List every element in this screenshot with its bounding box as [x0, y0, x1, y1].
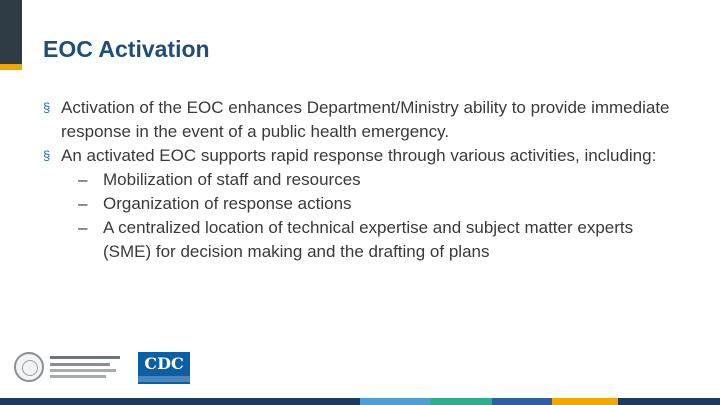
- sub-bullet-item: [43, 168, 683, 192]
- cdc-logo-text: CDC: [144, 354, 184, 373]
- dash-marker-icon: –: [78, 218, 88, 237]
- corner-accent-gold: [0, 64, 22, 70]
- university-seal-icon: [14, 352, 44, 382]
- bullet-item: [43, 96, 683, 144]
- corner-accent-dark: [0, 0, 22, 64]
- sub-bullet-text: Organization of response actions: [103, 194, 352, 213]
- dash-marker-icon: –: [78, 194, 88, 213]
- slide-content: [43, 96, 683, 264]
- sub-bullet-item: [43, 192, 683, 216]
- dash-marker-icon: –: [78, 170, 88, 189]
- sub-bullet-item: [43, 216, 683, 264]
- bullet-marker-icon: §: [43, 100, 51, 115]
- sub-bullet-text: A centralized location of technical expertise and subject matter experts (SME) for decision making and the drafting of plans: [103, 218, 634, 261]
- bullet-item: [43, 144, 683, 168]
- bullet-marker-icon: §: [43, 148, 51, 163]
- bullet-text: Activation of the EOC enhances Department/Ministry ability to provide immediate response in the event of a public health emergency.: [61, 98, 670, 141]
- bullet-text: An activated EOC supports rapid response through various activities, including:: [61, 146, 657, 165]
- georgetown-university-logo: [14, 350, 124, 386]
- cdc-logo: [138, 352, 190, 384]
- slide-title: EOC Activation: [43, 36, 210, 62]
- sub-bullet-text: Mobilization of staff and resources: [103, 170, 361, 189]
- footer-color-bar: [0, 398, 720, 405]
